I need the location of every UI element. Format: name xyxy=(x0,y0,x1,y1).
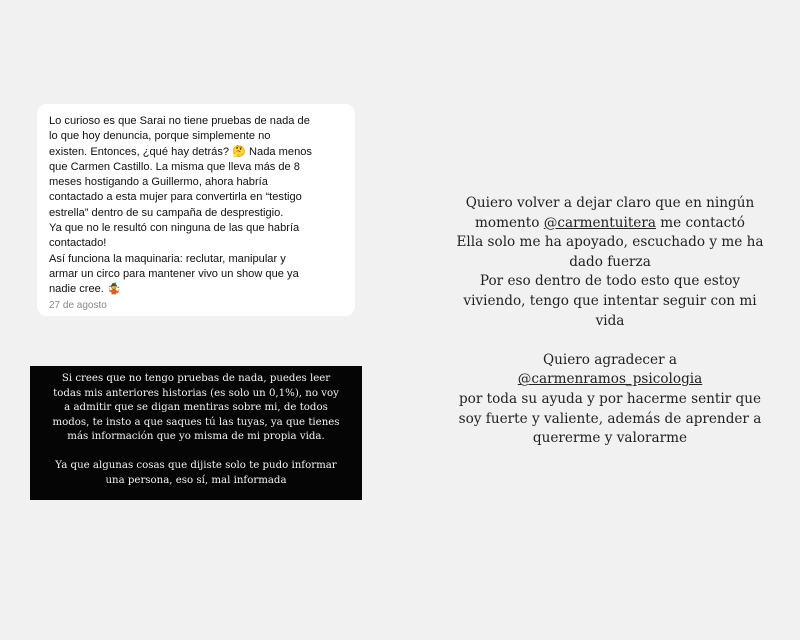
comment-line: contactado a esta mujer para convertirla en “testigo xyxy=(49,191,302,204)
comment-text xyxy=(49,114,343,298)
story-line xyxy=(420,370,800,390)
story-line: más información que yo misma de mi propia vida. xyxy=(67,431,325,443)
comment-line: meses hostigando a Guillermo, ahora habría xyxy=(49,176,268,189)
comment-line: armar un circo para mantener vivo un show que ya xyxy=(49,267,299,280)
comment-line: existen. Entonces, ¿qué hay detrás? 🤔 Nada menos xyxy=(49,145,312,158)
story-line: Quiero agradecer a xyxy=(542,351,678,368)
story-line: dado fuerza xyxy=(569,253,651,270)
mention-link-carmenramos-psicologia[interactable]: @carmenramos_psicologia xyxy=(517,371,703,388)
comment-line: contactado! xyxy=(49,237,107,250)
story-line: todas mis anteriores historias (es solo un 0,1%), no voy xyxy=(53,387,339,399)
comment-card xyxy=(37,104,355,316)
text: momento xyxy=(475,214,544,231)
story-line: Ella solo me ha apoyado, escuchado y me ha xyxy=(456,234,764,251)
comment-line: lo que hoy denuncia, porque simplemente no xyxy=(49,130,271,143)
comment-line: Así funciona la maquinaria: reclutar, manipular y xyxy=(49,252,286,265)
comment-line: Ya que no le resultó con ninguna de las que habría xyxy=(49,222,300,235)
text: me contactó xyxy=(655,214,745,231)
story-line: por toda su ayuda y por hacerme sentir que xyxy=(458,390,762,407)
story-line: modos, te insto a que saques tú las tuyas, ya que tienes xyxy=(52,416,340,428)
story-line: soy fuerte y valiente, además de aprender a xyxy=(458,410,762,427)
comment-line: Lo curioso es que Sarai no tiene pruebas de nada de xyxy=(49,115,310,127)
comment-line: nadie cree. 🤹 xyxy=(49,283,121,296)
story-line: vida xyxy=(595,312,625,329)
right-story-text xyxy=(420,194,800,449)
story-line: Quiero volver a dejar claro que en ningún xyxy=(465,195,755,211)
story-line xyxy=(420,214,800,234)
story-line: Si crees que no tengo pruebas de nada, puedes leer xyxy=(61,373,331,384)
story-line: quererme y valorarme xyxy=(532,430,688,447)
story-line: una persona, eso sí, mal informada xyxy=(105,474,287,486)
dark-story-text-box xyxy=(30,366,362,500)
comment-date: 27 de agosto xyxy=(49,299,107,311)
story-line: viviendo, tengo que intentar seguir con mi xyxy=(463,292,757,309)
story-line: Ya que algunas cosas que dijiste solo te pudo informar xyxy=(55,459,337,471)
story-line: Por eso dentro de todo esto que estoy xyxy=(479,273,741,290)
comment-line: que Carmen Castillo. La misma que lleva más de 8 xyxy=(49,160,300,173)
comment-line: estrella” dentro de su campaña de desprestigio. xyxy=(49,206,284,219)
mention-link-carmentuitera[interactable]: @carmentuitera xyxy=(543,214,656,231)
story-line: a admitir que se digan mentiras sobre mi, de todos xyxy=(64,402,328,414)
